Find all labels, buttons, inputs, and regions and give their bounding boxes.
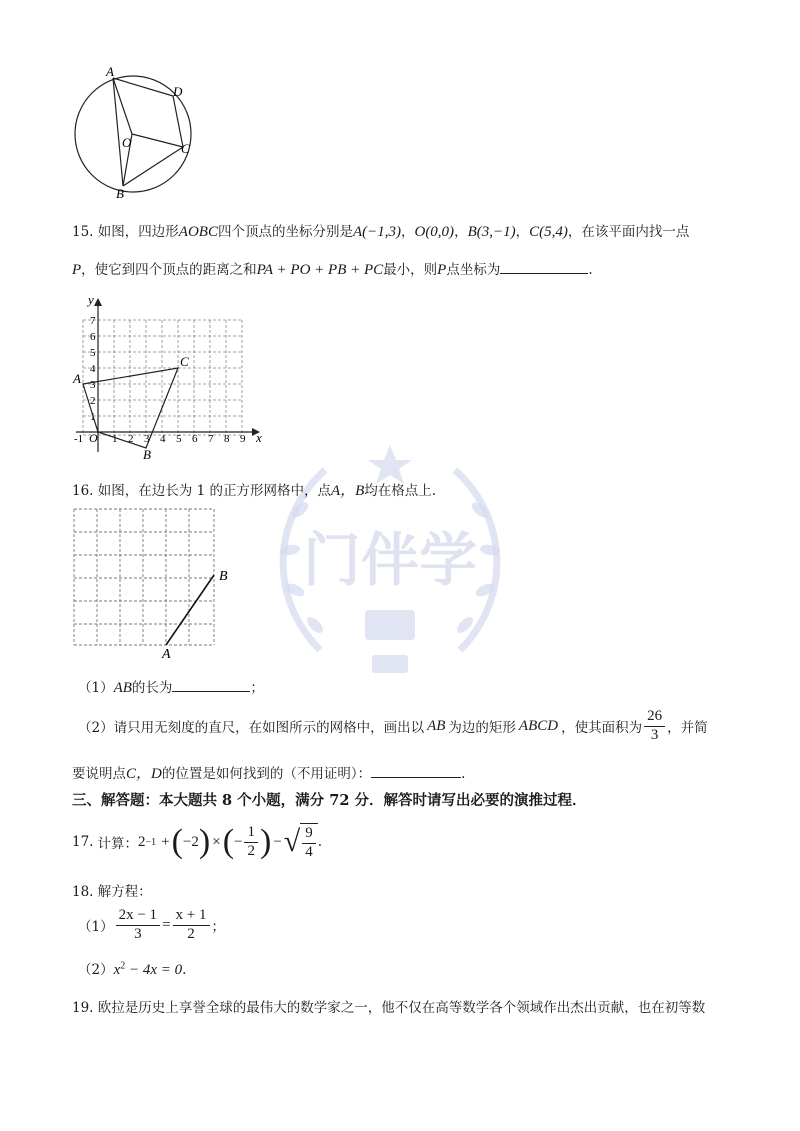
watermark-text: 门伴学 — [302, 526, 478, 594]
x-axis-label: x — [256, 430, 262, 445]
q16-end: . — [461, 766, 466, 782]
q17-base: 2 — [137, 833, 146, 850]
circle-figure — [70, 62, 200, 202]
q18-part2 — [78, 958, 186, 979]
q15-answer-blank[interactable] — [500, 259, 588, 274]
q17-number: 17. — [72, 834, 94, 850]
origin-label: O — [89, 431, 98, 445]
x-tick: 4 — [160, 433, 166, 445]
q17-times: × — [212, 833, 221, 850]
q19-number: 19. — [72, 1000, 94, 1016]
q15-end: . — [588, 262, 593, 278]
q16-text: ，并简 — [667, 720, 708, 736]
q17-exponent: −1 — [145, 836, 157, 848]
q15-text: 四个顶点的坐标分别是 — [217, 224, 353, 240]
q15-var-p: P — [72, 262, 82, 278]
label-c: C — [181, 141, 190, 156]
q19 — [72, 996, 705, 1016]
q17-paren: ( — [222, 823, 235, 860]
q18-exponent: 2 — [120, 960, 126, 972]
q17 — [72, 818, 322, 866]
q18-part1 — [78, 903, 225, 947]
q16-text: 的长为 — [131, 680, 173, 696]
q16-part1-number: （1） — [78, 680, 114, 696]
q16-stem — [72, 479, 436, 500]
point-b-label: B — [143, 447, 151, 462]
q17-neg2: −2 — [182, 833, 199, 850]
coordinate-figure — [68, 292, 268, 462]
q16-part2-blank[interactable] — [371, 763, 461, 778]
label-d: D — [173, 84, 183, 99]
y-axis-arrow — [94, 298, 102, 306]
x-tick: 1 — [112, 433, 118, 445]
watermark-logo — [270, 440, 510, 690]
x-tick: 2 — [128, 433, 134, 445]
q17-sqrt: √ $\frac{9}{4}$ — [284, 823, 318, 861]
q15-point-o: O(0,0) — [414, 224, 455, 240]
q16-var-ab: AB — [427, 717, 446, 734]
q16-text: 为边的矩形 — [448, 720, 516, 736]
label-o: O — [122, 135, 132, 150]
y-tick: 3 — [90, 379, 96, 391]
q15-point-c: C(5,4) — [529, 224, 568, 240]
q16-var-ab: AB — [113, 680, 132, 696]
q18-rhs: $\frac{x + 1}{2}$ — [173, 907, 210, 943]
q16-rect-abcd: ABCD — [518, 717, 559, 734]
q16-points-cd: C，D — [126, 766, 162, 782]
q15-shape: AOBC — [178, 224, 218, 240]
x-tick: -1 — [74, 433, 84, 445]
y-tick: 7 — [90, 315, 96, 327]
q15-text: 如图，四边形 — [97, 224, 179, 240]
q15-number: 15. — [72, 224, 94, 240]
q15-line2 — [72, 258, 593, 279]
q15-var-p: P — [437, 262, 447, 278]
grid-lines — [83, 320, 242, 435]
q18-part2-number: （2） — [78, 962, 114, 978]
q17-end: . — [317, 834, 323, 850]
q15-text: ，使它到四个顶点的距离之和 — [81, 262, 257, 278]
x-tick: 7 — [208, 433, 214, 445]
q18-var-x: x — [113, 962, 121, 978]
y-tick: 2 — [90, 395, 96, 407]
q17-minus: − — [273, 833, 282, 850]
q15-expression: PA + PO + PB + PC — [256, 262, 384, 278]
q16-end: ； — [250, 680, 264, 696]
q15-point-b: B(3,−1) — [467, 224, 516, 240]
x-tick: 3 — [144, 433, 150, 445]
grid-label-b: B — [219, 569, 228, 584]
q17-paren: ) — [198, 823, 211, 860]
segment-ab — [166, 575, 214, 645]
square-grid — [74, 509, 214, 645]
segment-oc — [132, 134, 183, 147]
y-tick: 6 — [90, 331, 96, 343]
q15-line1: 15. 如图，四边形AOBC四个顶点的坐标分别是A(−1,3)，O(0,0)，B(3,−1)，C(5,4)，在该平面内找一点 — [72, 224, 690, 240]
q18-label: 解方程： — [97, 884, 152, 900]
q16-text: ，使其面积为 — [561, 720, 643, 736]
q16-text: 的位置是如何找到的（不用证明）： — [161, 766, 372, 782]
point-c-label: C — [180, 354, 189, 369]
y-tick: 5 — [90, 347, 96, 359]
q16-text: 要说明点 — [72, 766, 126, 782]
x-tick: 9 — [240, 433, 246, 445]
y-tick: 4 — [90, 363, 96, 375]
q16-part1-blank[interactable] — [172, 677, 250, 692]
q15-text: 点坐标为 — [446, 262, 501, 278]
q16-text: 请只用无刻度的直尺，在如图所示的网格中，画出以 — [113, 720, 425, 736]
q17-plus: + — [161, 833, 170, 850]
q16-text: 如图，在边长为 1 的正方形网格中，点 — [97, 483, 331, 499]
grid-label-a: A — [162, 647, 171, 660]
q18-number: 18. — [72, 884, 94, 900]
q17-label: 计算： — [97, 836, 138, 852]
section-3-heading: 三、解答题：本大题共 8 个小题，满分 72 分．解答时请写出必要的演推过程． — [72, 792, 587, 809]
q16-part2-line1 — [78, 704, 708, 748]
q15-point-a: A(−1,3) — [352, 224, 401, 240]
q18-end: . — [182, 962, 187, 978]
q18-lhs: $\frac{2x - 1}{3}$ — [116, 907, 160, 943]
q16-points: A，B — [330, 483, 365, 499]
x-tick: 5 — [176, 433, 182, 445]
point-a-label: A — [73, 371, 81, 386]
q16-number: 16. — [72, 483, 94, 499]
q16-text: 均在格点上. — [364, 483, 437, 499]
q17-paren: ( — [171, 823, 183, 860]
q18-equals: = — [162, 916, 171, 933]
x-tick: 6 — [192, 433, 198, 445]
q18-equation: − 4x = 0 — [125, 962, 183, 978]
q17-half: $\frac{1}{2}$ — [244, 824, 258, 860]
y-axis-label: y — [88, 292, 94, 307]
label-a: A — [106, 64, 114, 79]
q17-paren: ) — [259, 823, 272, 860]
label-b: B — [116, 186, 124, 201]
q16-area-fraction: $\frac{26}{3}$ — [644, 708, 665, 744]
q17-sqrt-fraction: $\frac{9}{4}$ — [302, 825, 316, 861]
q18-end: ； — [211, 919, 225, 935]
q18-stem — [72, 880, 152, 900]
q16-part1 — [78, 676, 264, 697]
x-tick: 8 — [224, 433, 230, 445]
q17-minus: − — [234, 833, 243, 850]
q19-text: 欧拉是历史上享誉全球的最伟大的数学家之一，他不仅在高等数学各个领域作出杰出贡献，也在初等数 — [97, 1000, 706, 1016]
q15-text: 最小，则 — [383, 262, 438, 278]
q16-part2-number: （2） — [78, 720, 114, 736]
q15-text: ，在该平面内找一点 — [567, 224, 690, 240]
square-grid-figure — [68, 505, 243, 660]
q18-part1-number: （1） — [78, 919, 114, 935]
y-tick: 1 — [90, 411, 96, 423]
q16-part2-line2 — [72, 762, 465, 783]
